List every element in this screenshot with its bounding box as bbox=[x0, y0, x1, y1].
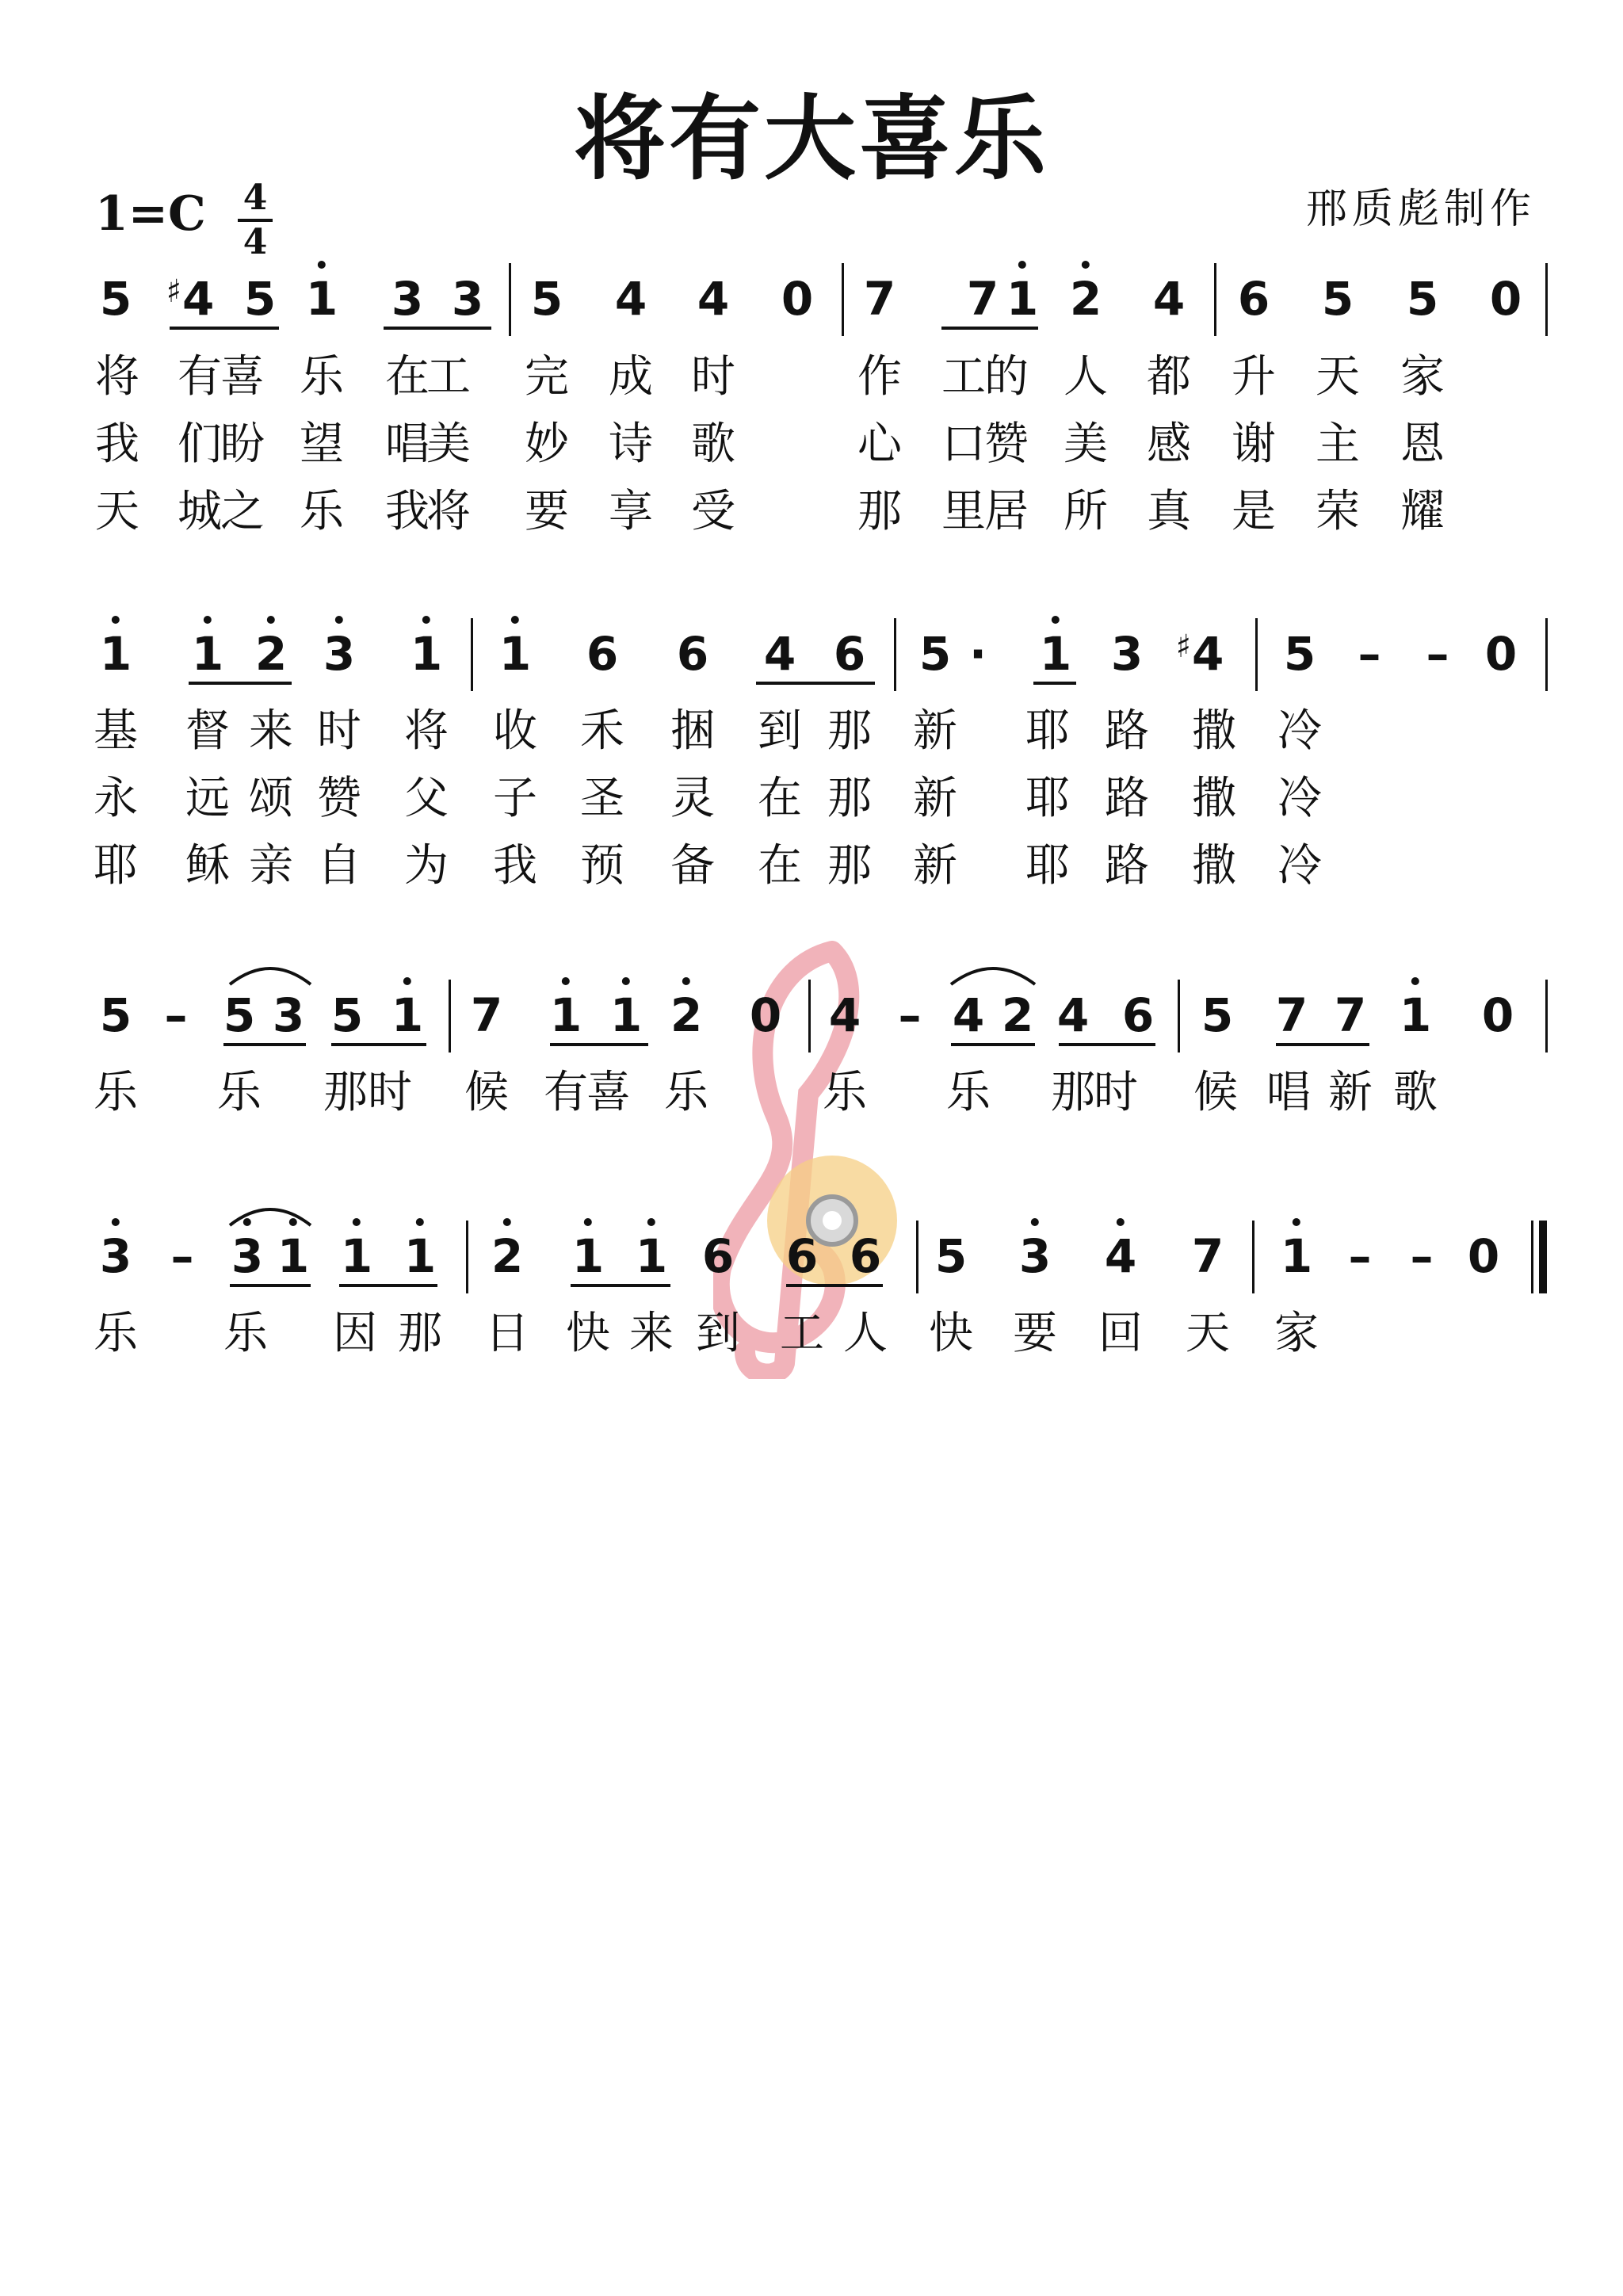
note-digit: 4 bbox=[1056, 988, 1090, 1042]
note-digit: 6 bbox=[785, 1229, 819, 1283]
lyric-char: 里 bbox=[941, 486, 986, 537]
lyric-char: 工 bbox=[941, 351, 986, 403]
arranger-credit: 邢质彪制作 bbox=[1305, 185, 1536, 233]
note-digit: 1 bbox=[636, 1229, 667, 1283]
lyric-char: 父 bbox=[404, 773, 449, 824]
lyric-char: 人 bbox=[1064, 351, 1108, 403]
lyric-char: 路 bbox=[1105, 773, 1149, 824]
note-digit: 7 bbox=[863, 272, 896, 326]
note-digit: 4 bbox=[697, 272, 730, 326]
lyric-char: 圣 bbox=[580, 773, 624, 824]
note-digit: 7 bbox=[1334, 988, 1367, 1042]
lyric-char: 撒 bbox=[1192, 705, 1236, 757]
lyric-char: 耀 bbox=[1400, 486, 1445, 537]
lyric-char: 那 bbox=[827, 773, 872, 824]
lyric-char: 歌 bbox=[1393, 1067, 1438, 1118]
lyric-char: 新 bbox=[913, 773, 957, 824]
note-digit: 1 bbox=[192, 627, 223, 681]
note-digit: · bbox=[968, 627, 987, 681]
note-digit: 5 bbox=[99, 272, 132, 326]
lyric-char: 有 bbox=[178, 351, 222, 403]
note-digit: 1 bbox=[1006, 272, 1038, 326]
lyric-char: 日 bbox=[485, 1308, 529, 1359]
note-digit: 1 bbox=[610, 988, 642, 1042]
note-digit: 7 bbox=[966, 272, 999, 326]
lyric-char: 口 bbox=[941, 418, 986, 470]
lyric-char: 天 bbox=[95, 486, 139, 537]
lyric-char: 真 bbox=[1147, 486, 1191, 537]
lyric-char: 来 bbox=[249, 705, 293, 757]
lyric-char: 自 bbox=[317, 840, 361, 892]
note-digit: 6 bbox=[849, 1229, 882, 1283]
sharp-sign: ♯ bbox=[166, 273, 181, 310]
note-digit: 2 bbox=[255, 627, 287, 681]
lyric-char: 预 bbox=[580, 840, 624, 892]
note-digit: 1 bbox=[100, 627, 132, 681]
song-title: 将有大喜乐 bbox=[574, 86, 1049, 193]
lyric-char: 基 bbox=[94, 705, 138, 757]
lyric-char: 新 bbox=[913, 705, 957, 757]
note-digit: 1 bbox=[404, 1229, 436, 1283]
lyric-char: 都 bbox=[1147, 351, 1191, 403]
note-digit: 6 bbox=[833, 627, 866, 681]
lyric-char: 之 bbox=[220, 486, 265, 537]
note-digit: 4 bbox=[182, 272, 215, 326]
note-digit: 2 bbox=[1001, 988, 1034, 1042]
lyric-char: 人 bbox=[843, 1308, 888, 1359]
lyric-char: 城 bbox=[178, 486, 222, 537]
lyric-char: 颂 bbox=[249, 773, 293, 824]
time-signature-denominator: 4 bbox=[242, 222, 268, 262]
lyric-char: 要 bbox=[1013, 1308, 1057, 1359]
lyric-char: 撒 bbox=[1192, 840, 1236, 892]
lyric-char: 那 bbox=[827, 705, 872, 757]
lyric-char: 我 bbox=[493, 840, 537, 892]
lyric-char: 到 bbox=[696, 1308, 740, 1359]
lyric-char: 我 bbox=[385, 486, 430, 537]
lyric-char: 在 bbox=[758, 773, 802, 824]
lyric-char: 唱 bbox=[385, 418, 430, 470]
lyric-char: 时 bbox=[691, 351, 735, 403]
lyric-char: 家 bbox=[1400, 351, 1445, 403]
note-digit: 6 bbox=[1121, 988, 1155, 1042]
note-digit: 4 bbox=[763, 627, 796, 681]
lyric-char: 乐 bbox=[946, 1067, 991, 1118]
note-digit: 7 bbox=[1275, 988, 1308, 1042]
note-digit: 3 bbox=[100, 1229, 132, 1283]
note-digit: – bbox=[1348, 1229, 1372, 1283]
lyric-char: 那 bbox=[323, 1067, 368, 1118]
note-digit: 4 bbox=[952, 988, 985, 1042]
note-digit: 2 bbox=[1070, 272, 1102, 326]
note-digit: 5 bbox=[330, 988, 364, 1042]
lyric-char: 新 bbox=[1328, 1067, 1373, 1118]
note-digit: 5 bbox=[223, 988, 256, 1042]
lyric-char: 时 bbox=[1094, 1067, 1138, 1118]
lyric-char: 到 bbox=[758, 705, 802, 757]
note-digit: – bbox=[1358, 627, 1381, 681]
lyric-char: 冷 bbox=[1277, 773, 1322, 824]
sharp-sign: ♯ bbox=[1175, 628, 1191, 665]
lyric-char: 耶 bbox=[94, 840, 138, 892]
lyric-char: 主 bbox=[1316, 418, 1360, 470]
lyric-char: 成 bbox=[609, 351, 653, 403]
note-digit: 2 bbox=[670, 988, 702, 1042]
lyric-char: 时 bbox=[317, 705, 361, 757]
lyric-char: 乐 bbox=[300, 351, 344, 403]
note-digit: 3 bbox=[1019, 1229, 1051, 1283]
lyric-char: 快 bbox=[929, 1308, 973, 1359]
lyric-char: 升 bbox=[1232, 351, 1276, 403]
time-signature-numerator: 4 bbox=[242, 178, 268, 218]
note-digit: – bbox=[170, 1229, 194, 1283]
note-digit: 1 bbox=[391, 988, 423, 1042]
note-digit: 5 bbox=[243, 272, 277, 326]
lyric-char: 乐 bbox=[94, 1067, 138, 1118]
lyric-char: 禾 bbox=[580, 705, 624, 757]
lyric-char: 是 bbox=[1232, 486, 1276, 537]
lyric-char: 荣 bbox=[1316, 486, 1360, 537]
note-digit: – bbox=[898, 988, 922, 1042]
lyric-char: 那 bbox=[857, 486, 902, 537]
note-digit: 1 bbox=[499, 627, 531, 681]
note-digit: 3 bbox=[1110, 627, 1144, 681]
lyric-char: 耶 bbox=[1025, 840, 1070, 892]
lyric-char: 天 bbox=[1186, 1308, 1230, 1359]
note-digit: 5 bbox=[1406, 272, 1439, 326]
note-digit: 1 bbox=[411, 627, 442, 681]
lyric-char: 心 bbox=[857, 418, 902, 470]
note-digit: 2 bbox=[491, 1229, 523, 1283]
lyric-char: 灵 bbox=[670, 773, 715, 824]
note-digit: 6 bbox=[1237, 272, 1270, 326]
note-digit: 3 bbox=[323, 627, 355, 681]
lyric-char: 工 bbox=[426, 351, 471, 403]
lyric-char: 备 bbox=[670, 840, 715, 892]
lyric-char: 望 bbox=[300, 418, 344, 470]
lyric-char: 享 bbox=[609, 486, 653, 537]
lyric-char: 来 bbox=[629, 1308, 674, 1359]
lyric-char: 那 bbox=[398, 1308, 442, 1359]
lyric-char: 时 bbox=[368, 1067, 412, 1118]
lyric-char: 有 bbox=[544, 1067, 588, 1118]
lyric-char: 快 bbox=[566, 1308, 610, 1359]
note-digit: – bbox=[1426, 627, 1449, 681]
lyric-char: 那 bbox=[827, 840, 872, 892]
lyric-char: 督 bbox=[185, 705, 230, 757]
lyric-char: 路 bbox=[1105, 840, 1149, 892]
lyric-char: 家 bbox=[1274, 1308, 1319, 1359]
note-digit: 1 bbox=[277, 1229, 309, 1283]
note-digit: – bbox=[164, 988, 188, 1042]
lyric-char: 美 bbox=[426, 418, 471, 470]
note-digit: 0 bbox=[1484, 627, 1518, 681]
note-digit: 1 bbox=[550, 988, 582, 1042]
lyric-char: 子 bbox=[493, 773, 537, 824]
lyric-char: 乐 bbox=[664, 1067, 708, 1118]
note-digit: 3 bbox=[451, 272, 484, 326]
note-digit: 4 bbox=[1105, 1229, 1136, 1283]
lyric-char: 在 bbox=[758, 840, 802, 892]
lyric-char: 赞 bbox=[317, 773, 361, 824]
lyric-char: 候 bbox=[464, 1067, 509, 1118]
lyric-char: 撒 bbox=[1192, 773, 1236, 824]
slur bbox=[230, 1209, 311, 1225]
note-digit: 0 bbox=[1489, 272, 1522, 326]
lyric-char: 冷 bbox=[1277, 705, 1322, 757]
note-digit: 7 bbox=[470, 988, 503, 1042]
note-digit: 0 bbox=[1481, 988, 1514, 1042]
lyric-char: 美 bbox=[1064, 418, 1108, 470]
lyric-char: 乐 bbox=[300, 486, 344, 537]
lyric-char: 我 bbox=[95, 418, 139, 470]
lyric-char: 天 bbox=[1316, 351, 1360, 403]
lyric-char: 新 bbox=[913, 840, 957, 892]
lyric-char: 耶 bbox=[1025, 705, 1070, 757]
note-digit: 4 bbox=[828, 988, 861, 1042]
lyric-char: 赞 bbox=[984, 418, 1029, 470]
lyric-char: 受 bbox=[691, 486, 735, 537]
lyric-char: 居 bbox=[984, 486, 1029, 537]
lyric-char: 亲 bbox=[249, 840, 293, 892]
lyric-char: 感 bbox=[1147, 418, 1191, 470]
note-digit: 5 bbox=[1201, 988, 1234, 1042]
lyric-char: 作 bbox=[857, 351, 902, 403]
lyric-char: 盼 bbox=[220, 418, 265, 470]
lyric-char: 将 bbox=[404, 705, 449, 757]
lyric-char: 为 bbox=[404, 840, 449, 892]
lyric-char: 唱 bbox=[1266, 1067, 1311, 1118]
lyric-char: 乐 bbox=[94, 1308, 138, 1359]
lyric-char: 歌 bbox=[691, 418, 735, 470]
note-digit: 3 bbox=[231, 1229, 263, 1283]
lyric-char: 将 bbox=[426, 486, 471, 537]
note-digit: 5 bbox=[918, 627, 952, 681]
lyric-char: 恩 bbox=[1400, 418, 1445, 470]
lyric-char: 远 bbox=[185, 773, 230, 824]
note-digit: 0 bbox=[781, 272, 814, 326]
lyric-char: 谢 bbox=[1232, 418, 1276, 470]
lyric-char: 捆 bbox=[670, 705, 715, 757]
lyric-char: 乐 bbox=[217, 1067, 262, 1118]
note-digit: 5 bbox=[934, 1229, 968, 1283]
note-digit: 1 bbox=[1040, 627, 1071, 681]
note-digit: 3 bbox=[391, 272, 424, 326]
note-digit: 3 bbox=[272, 988, 305, 1042]
key-signature: 1=C bbox=[95, 186, 206, 242]
lyric-char: 那 bbox=[1051, 1067, 1095, 1118]
note-digit: 5 bbox=[530, 272, 563, 326]
note-digit: 1 bbox=[1281, 1229, 1312, 1283]
note-digit: – bbox=[1410, 1229, 1434, 1283]
lyric-char: 永 bbox=[94, 773, 138, 824]
note-digit: 5 bbox=[99, 988, 132, 1042]
note-digit: 4 bbox=[1152, 272, 1186, 326]
lyric-char: 们 bbox=[178, 418, 222, 470]
lyric-char: 工 bbox=[780, 1308, 824, 1359]
lyric-char: 诗 bbox=[609, 418, 653, 470]
note-digit: 5 bbox=[1283, 627, 1316, 681]
lyric-char: 喜 bbox=[586, 1067, 631, 1118]
note-digit: 4 bbox=[1192, 627, 1224, 681]
note-digit: 1 bbox=[306, 272, 338, 326]
lyric-char: 乐 bbox=[223, 1308, 268, 1359]
note-digit: 6 bbox=[676, 627, 709, 681]
lyric-char: 因 bbox=[333, 1308, 377, 1359]
note-digit: 7 bbox=[1191, 1229, 1224, 1283]
lyric-char: 将 bbox=[95, 351, 139, 403]
lyric-char: 收 bbox=[493, 705, 537, 757]
note-digit: 5 bbox=[1321, 272, 1354, 326]
lyric-char: 完 bbox=[525, 351, 569, 403]
note-digit: 1 bbox=[572, 1229, 604, 1283]
note-digit: 6 bbox=[586, 627, 619, 681]
lyric-char: 乐 bbox=[823, 1067, 867, 1118]
note-digit: 0 bbox=[1467, 1229, 1500, 1283]
lyric-char: 回 bbox=[1098, 1308, 1143, 1359]
note-digit: 1 bbox=[341, 1229, 372, 1283]
lyric-char: 在 bbox=[385, 351, 430, 403]
lyric-char: 喜 bbox=[220, 351, 265, 403]
note-digit: 1 bbox=[1400, 988, 1431, 1042]
lyric-char: 稣 bbox=[185, 840, 230, 892]
lyric-char: 耶 bbox=[1025, 773, 1070, 824]
note-digit: 0 bbox=[749, 988, 782, 1042]
slur bbox=[230, 968, 311, 984]
lyric-char: 的 bbox=[984, 351, 1029, 403]
note-digit: 6 bbox=[701, 1229, 735, 1283]
lyric-char: 所 bbox=[1064, 486, 1108, 537]
lyric-char: 要 bbox=[525, 486, 569, 537]
note-digit: 4 bbox=[614, 272, 647, 326]
lyric-char: 候 bbox=[1193, 1067, 1238, 1118]
lyric-char: 路 bbox=[1105, 705, 1149, 757]
lyric-char: 妙 bbox=[525, 418, 569, 470]
slur bbox=[951, 968, 1035, 984]
lyric-char: 冷 bbox=[1277, 840, 1322, 892]
